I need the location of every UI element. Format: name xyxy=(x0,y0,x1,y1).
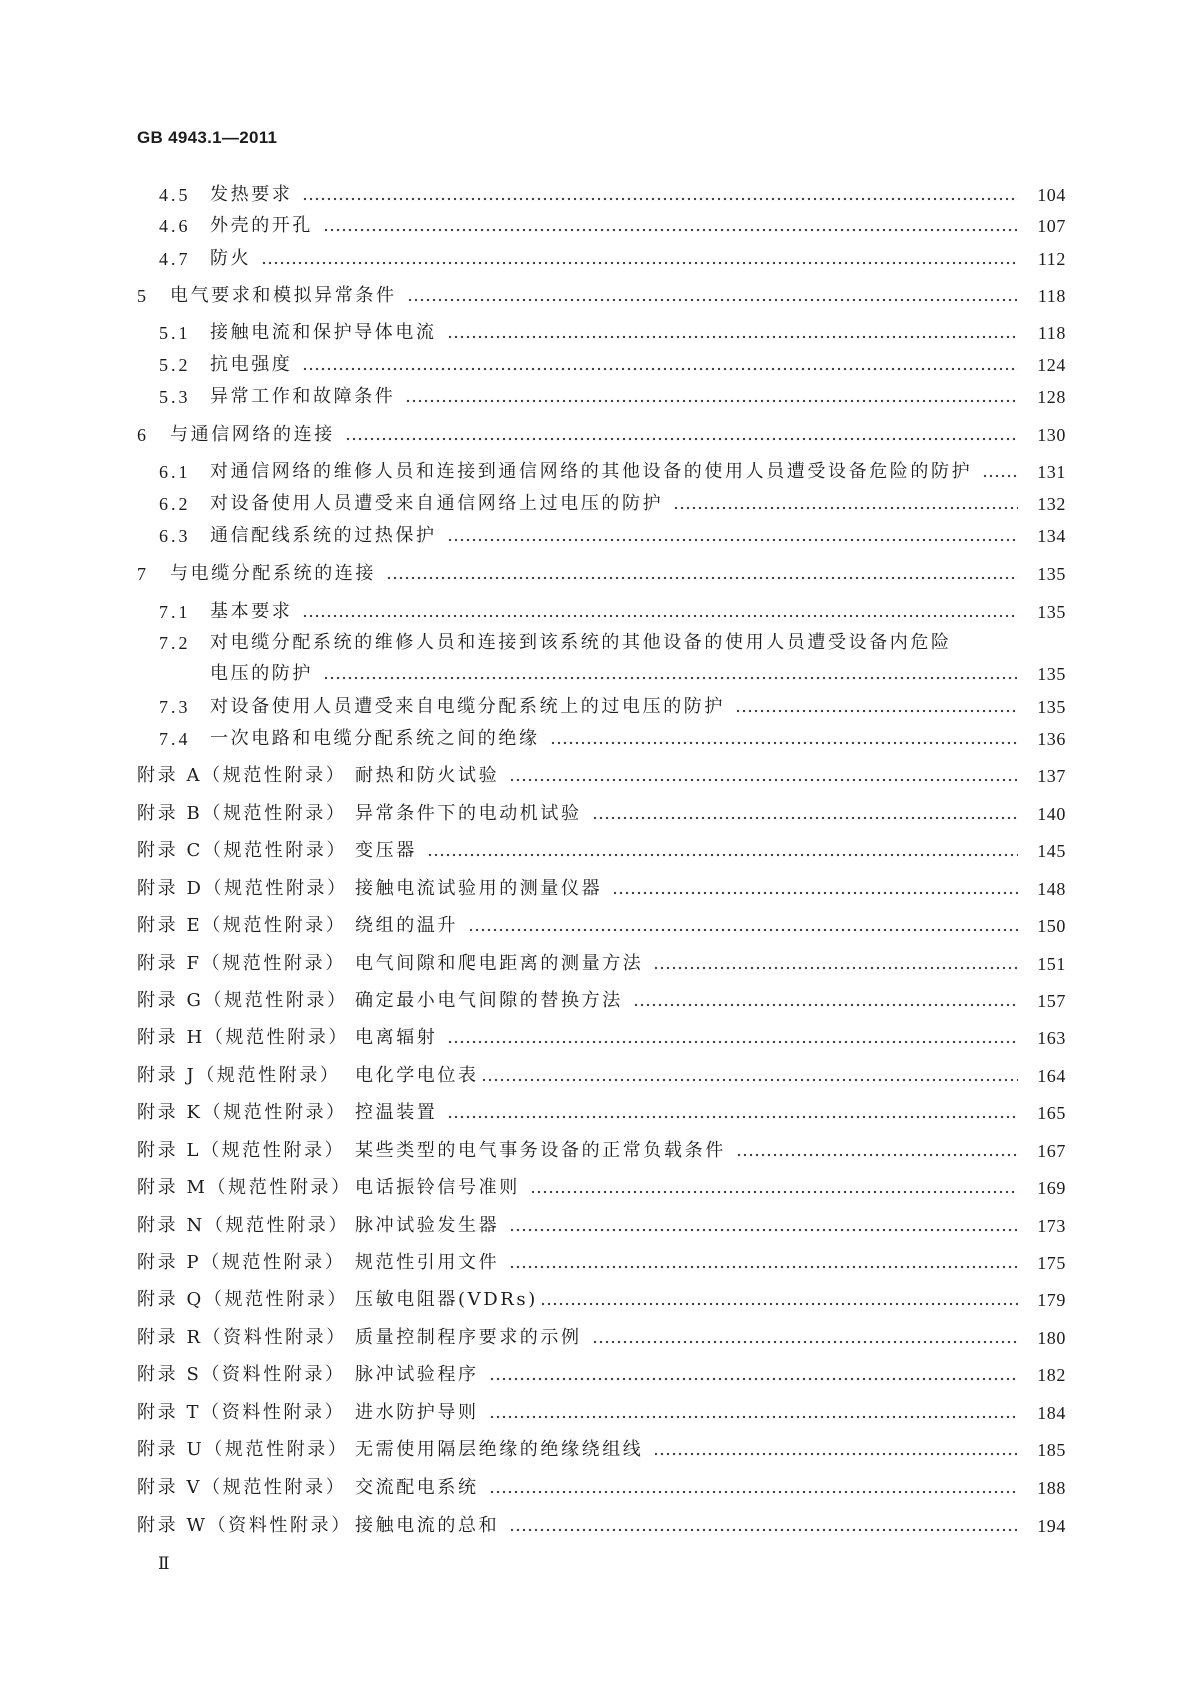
dot-leader xyxy=(302,600,1018,624)
entry-title: 控温装置 xyxy=(355,1102,438,1123)
appendix-label: 附录 B（规范性附录） xyxy=(137,803,347,824)
entry-title: 接触电流和保护导体电流 xyxy=(210,322,437,343)
entry-page: 128 xyxy=(1037,387,1066,407)
appendix-label: 附录 L（规范性附录） xyxy=(137,1140,346,1161)
entry-title: 与电缆分配系统的连接 xyxy=(170,563,376,584)
entry-page: 118 xyxy=(1037,286,1066,306)
toc-entry-4-5 xyxy=(159,183,1066,207)
entry-number: 7.1 xyxy=(159,602,191,622)
dot-leader xyxy=(592,802,1018,826)
entry-page: 130 xyxy=(1037,425,1066,445)
entry-page: 164 xyxy=(1037,1066,1066,1086)
toc-entry-7-1 xyxy=(159,600,1066,624)
toc-appendix-a xyxy=(137,764,1066,788)
entry-page: 135 xyxy=(1037,602,1066,622)
dot-leader xyxy=(489,1363,1018,1387)
dot-leader xyxy=(673,492,1018,516)
entry-title: 防火 xyxy=(210,248,252,269)
entry-page: 151 xyxy=(1037,954,1066,974)
toc-appendix-e xyxy=(137,914,1066,938)
entry-page: 134 xyxy=(1037,526,1066,546)
entry-page: 136 xyxy=(1037,729,1066,749)
appendix-label: 附录 M（规范性附录） xyxy=(137,1177,352,1198)
appendix-label: 附录 S（资料性附录） xyxy=(137,1364,346,1385)
appendix-label: 附录 Q（规范性附录） xyxy=(137,1289,349,1310)
entry-title: 脉冲试验程序 xyxy=(355,1364,479,1385)
entry-title: 对设备使用人员遭受来自电缆分配系统上的过电压的防护 xyxy=(210,696,725,717)
entry-title: 规范性引用文件 xyxy=(355,1252,500,1273)
appendix-label: 附录 A（规范性附录） xyxy=(137,765,347,786)
appendix-label: 附录 F（规范性附录） xyxy=(137,953,346,974)
entry-title: 异常工作和故障条件 xyxy=(210,386,396,407)
entry-page: 148 xyxy=(1037,879,1066,899)
toc-appendix-h xyxy=(137,1026,1066,1050)
entry-title: 电气间隙和爬电距离的测量方法 xyxy=(355,953,644,974)
entry-title: 压敏电阻器(VDRs) xyxy=(355,1289,538,1310)
standard-code-header: GB 4943.1—2011 xyxy=(137,128,278,147)
entry-page: 182 xyxy=(1037,1365,1066,1385)
entry-title: 某些类型的电气事务设备的正常负载条件 xyxy=(355,1140,726,1161)
appendix-label: 附录 R（资料性附录） xyxy=(137,1327,347,1348)
entry-title: 抗电强度 xyxy=(210,354,293,375)
entry-page: 165 xyxy=(1037,1103,1066,1123)
appendix-label: 附录 U（规范性附录） xyxy=(137,1439,349,1460)
dot-leader xyxy=(509,1214,1018,1238)
entry-page: 163 xyxy=(1037,1028,1066,1048)
dot-leader xyxy=(447,321,1018,345)
entry-title: 对电缆分配系统的维修人员和连接到该系统的其他设备的使用人员遭受设备内危险 xyxy=(210,632,952,653)
toc-appendix-k xyxy=(137,1101,1066,1125)
dot-leader xyxy=(386,562,1018,586)
appendix-label: 附录 G（规范性附录） xyxy=(137,990,348,1011)
dot-leader xyxy=(468,914,1018,938)
dot-leader xyxy=(530,1176,1018,1200)
dot-leader xyxy=(633,989,1018,1013)
entry-page: 137 xyxy=(1037,766,1066,786)
appendix-label: 附录 C（规范性附录） xyxy=(137,840,348,861)
toc-appendix-s xyxy=(137,1363,1066,1387)
appendix-label: 附录 N（规范性附录） xyxy=(137,1215,350,1236)
dot-leader xyxy=(612,877,1018,901)
entry-title: 与通信网络的连接 xyxy=(170,424,335,445)
entry-page: 188 xyxy=(1037,1478,1066,1498)
dot-leader xyxy=(323,214,1018,238)
dot-leader xyxy=(489,1401,1018,1425)
entry-title: 接触电流的总和 xyxy=(355,1515,500,1536)
toc-appendix-b xyxy=(137,802,1066,826)
toc-appendix-p xyxy=(137,1251,1066,1275)
toc-entry-4-6 xyxy=(159,214,1066,238)
toc-appendix-t xyxy=(137,1401,1066,1425)
entry-page: 173 xyxy=(1037,1216,1066,1236)
dot-leader xyxy=(345,423,1018,447)
dot-leader xyxy=(261,247,1018,271)
appendix-label: 附录 P（规范性附录） xyxy=(137,1252,346,1273)
toc-appendix-m xyxy=(137,1176,1066,1200)
toc-entry-4-7 xyxy=(159,247,1066,271)
dot-leader xyxy=(736,1139,1018,1163)
dot-leader xyxy=(407,284,1018,308)
entry-number: 7.2 xyxy=(159,633,191,653)
entry-page: 135 xyxy=(1037,564,1066,584)
entry-page: 131 xyxy=(1037,462,1066,482)
entry-number: 5 xyxy=(137,286,149,306)
entry-page: 167 xyxy=(1037,1141,1066,1161)
toc-entry-7 xyxy=(137,562,1066,586)
dot-leader xyxy=(509,1514,1018,1538)
entry-title: 进水防护导则 xyxy=(355,1402,479,1423)
dot-leader xyxy=(592,1326,1018,1350)
entry-number: 7.4 xyxy=(159,729,191,749)
dot-leader xyxy=(489,1476,1018,1500)
entry-number: 7 xyxy=(137,564,149,584)
dot-leader xyxy=(323,662,1018,686)
entry-page: 145 xyxy=(1037,841,1066,861)
toc-appendix-v xyxy=(137,1476,1066,1500)
toc-appendix-u xyxy=(137,1438,1066,1462)
dot-leader xyxy=(509,764,1018,788)
entry-title: 质量控制程序要求的示例 xyxy=(355,1327,582,1348)
entry-title: 电化学电位表 xyxy=(355,1065,479,1086)
toc-entry-5 xyxy=(137,284,1066,308)
entry-title: 接触电流试验用的测量仪器 xyxy=(355,878,603,899)
toc-appendix-l xyxy=(137,1139,1066,1163)
entry-page: 135 xyxy=(1037,664,1066,684)
entry-title: 电气要求和模拟异常条件 xyxy=(170,285,397,306)
entry-number: 4.6 xyxy=(159,216,191,236)
toc-appendix-g xyxy=(137,989,1066,1013)
entry-title: 对通信网络的维修人员和连接到通信网络的其他设备的使用人员遭受设备危险的防护 xyxy=(210,461,973,482)
entry-title: 外壳的开孔 xyxy=(210,215,313,236)
entry-page: 112 xyxy=(1037,249,1066,269)
entry-number: 7.3 xyxy=(159,697,191,717)
entry-title: 基本要求 xyxy=(210,601,293,622)
entry-title: 绕组的温升 xyxy=(355,915,458,936)
entry-page: 179 xyxy=(1037,1290,1066,1310)
toc-entry-5-1 xyxy=(159,321,1066,345)
dot-leader xyxy=(550,727,1018,751)
entry-title-continued: 电压的防护 xyxy=(210,663,313,684)
entry-page: 104 xyxy=(1037,185,1066,205)
dot-leader xyxy=(447,1026,1018,1050)
dot-leader xyxy=(540,1288,1018,1312)
entry-page: 180 xyxy=(1037,1328,1066,1348)
entry-title: 变压器 xyxy=(355,840,417,861)
appendix-label: 附录 J（规范性附录） xyxy=(137,1065,341,1086)
appendix-label: 附录 T（资料性附录） xyxy=(137,1402,346,1423)
toc-appendix-n xyxy=(137,1214,1066,1238)
toc-entry-5-2 xyxy=(159,353,1066,377)
appendix-label: 附录 W（资料性附录） xyxy=(137,1515,352,1536)
entry-title: 耐热和防火试验 xyxy=(355,765,500,786)
toc-appendix-c xyxy=(137,839,1066,863)
toc-appendix-q xyxy=(137,1288,1066,1312)
entry-title: 电话振铃信号准则 xyxy=(355,1177,520,1198)
dot-leader xyxy=(481,1064,1018,1088)
dot-leader xyxy=(653,1438,1018,1462)
entry-number: 5.2 xyxy=(159,355,191,375)
dot-leader xyxy=(447,524,1018,548)
dot-leader xyxy=(982,460,1018,484)
entry-page: 185 xyxy=(1037,1440,1066,1460)
entry-page: 132 xyxy=(1037,494,1066,514)
toc-appendix-j xyxy=(137,1064,1066,1088)
entry-page: 194 xyxy=(1037,1516,1066,1536)
toc-entry-7-4 xyxy=(159,727,1066,751)
toc-entry-7-3 xyxy=(159,695,1066,719)
appendix-label: 附录 E（规范性附录） xyxy=(137,915,347,936)
entry-title: 一次电路和电缆分配系统之间的绝缘 xyxy=(210,728,540,749)
entry-page: 175 xyxy=(1037,1253,1066,1273)
entry-number: 5.3 xyxy=(159,387,191,407)
toc-appendix-d xyxy=(137,877,1066,901)
entry-number: 4.7 xyxy=(159,249,191,269)
entry-page: 140 xyxy=(1037,804,1066,824)
entry-page: 107 xyxy=(1037,216,1066,236)
entry-title: 对设备使用人员遭受来自通信网络上过电压的防护 xyxy=(210,493,664,514)
toc-entry-6-1 xyxy=(159,460,1066,484)
toc-appendix-w xyxy=(137,1514,1066,1538)
entry-title: 发热要求 xyxy=(210,184,293,205)
appendix-label: 附录 V（规范性附录） xyxy=(137,1477,347,1498)
entry-number: 6 xyxy=(137,425,149,445)
toc-appendix-r xyxy=(137,1326,1066,1350)
appendix-label: 附录 K（规范性附录） xyxy=(137,1102,347,1123)
dot-leader xyxy=(302,183,1018,207)
page-number-footer: Ⅱ xyxy=(158,1554,170,1574)
entry-page: 135 xyxy=(1037,697,1066,717)
toc-entry-6-3 xyxy=(159,524,1066,548)
dot-leader xyxy=(653,952,1018,976)
entry-number: 6.2 xyxy=(159,494,191,514)
toc-entry-6 xyxy=(137,423,1066,447)
entry-title: 电离辐射 xyxy=(355,1027,438,1048)
entry-number: 4.5 xyxy=(159,185,191,205)
appendix-label: 附录 D（规范性附录） xyxy=(137,878,348,899)
entry-title: 交流配电系统 xyxy=(355,1477,479,1498)
dot-leader xyxy=(735,695,1018,719)
entry-title: 异常条件下的电动机试验 xyxy=(355,803,582,824)
toc-entry-7-2 xyxy=(159,631,1066,655)
entry-page: 150 xyxy=(1037,916,1066,936)
appendix-label: 附录 H（规范性附录） xyxy=(137,1027,350,1048)
toc-entry-6-2 xyxy=(159,492,1066,516)
entry-number: 6.3 xyxy=(159,526,191,546)
entry-page: 124 xyxy=(1037,355,1066,375)
toc-entry-7-2-continued xyxy=(210,662,1066,686)
entry-title: 无需使用隔层绝缘的绝缘绕组线 xyxy=(355,1439,644,1460)
dot-leader xyxy=(509,1251,1018,1275)
entry-title: 通信配线系统的过热保护 xyxy=(210,525,437,546)
entry-page: 157 xyxy=(1037,991,1066,1011)
toc-appendix-f xyxy=(137,952,1066,976)
toc-entry-5-3 xyxy=(159,385,1066,409)
entry-page: 184 xyxy=(1037,1403,1066,1423)
dot-leader xyxy=(302,353,1018,377)
entry-page: 169 xyxy=(1037,1178,1066,1198)
entry-number: 6.1 xyxy=(159,462,191,482)
dot-leader xyxy=(405,385,1018,409)
dot-leader xyxy=(427,839,1018,863)
dot-leader xyxy=(447,1101,1018,1125)
entry-number: 5.1 xyxy=(159,323,191,343)
entry-page: 118 xyxy=(1037,323,1066,343)
entry-title: 确定最小电气间隙的替换方法 xyxy=(355,990,623,1011)
entry-title: 脉冲试验发生器 xyxy=(355,1215,500,1236)
